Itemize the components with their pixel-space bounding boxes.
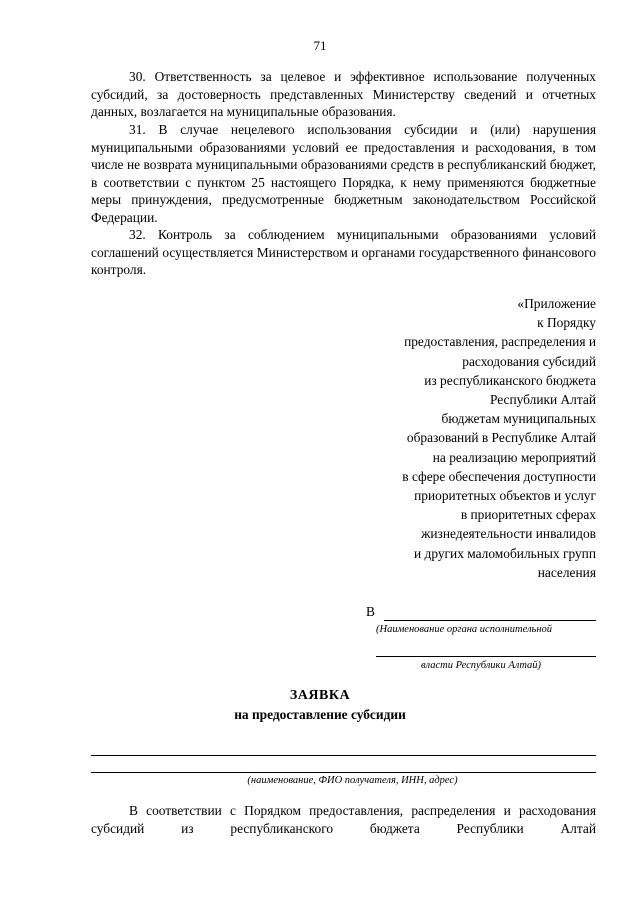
appendix-line: жизнедеятельности инвалидов: [421, 526, 596, 542]
recipient-fill-line-1: [91, 755, 596, 756]
appendix-line: бюджетам муниципальных: [441, 411, 596, 427]
paragraph-32-text: 32. Контроль за соблюдением муниципальными образованиями условий соглашений осуществляется Министерством и органами государственного финансового контроля.: [91, 227, 596, 277]
addressee-note-1: (Наименование органа исполнительной: [376, 624, 553, 635]
paragraph-31: [91, 121, 596, 226]
appendix-line: образований в Республике Алтай: [406, 430, 596, 446]
addressee-line: [366, 602, 596, 622]
addressee-prefix: В: [366, 604, 375, 619]
appendix-line: к Порядку: [537, 315, 596, 331]
paragraph-30: [91, 68, 596, 121]
appendix-line: Республики Алтай: [489, 392, 596, 408]
appendix-line: в приоритетных сферах: [460, 507, 596, 523]
appendix-line: расходования субсидий: [462, 353, 596, 369]
appendix-line: в сфере обеспечения доступности: [402, 468, 596, 484]
application-title: ЗАЯВКА: [289, 688, 351, 703]
paragraph-31-text: 31. В случае нецелевого использования субсидии и (или) нарушения муниципальными образованиями условий ее предоставления и расходования, в том числе не возврата муниципальными образованиями средств в республиканский бюджет, в соответствии с пунктом 25 настоящего Порядка, к нему применяются бюджетные меры принуждения, предусмотренные бюджетным законодательством Российской Федерации.: [91, 122, 596, 225]
appendix-line: «Приложение: [517, 296, 596, 311]
appendix-line: на реализацию мероприятий: [432, 449, 596, 465]
addressee-fill-line: [384, 620, 596, 621]
addressee-fill-line-2: [376, 656, 596, 657]
appendix-line: предоставления, распределения и: [404, 334, 596, 350]
appendix-line: из республиканского бюджета: [424, 372, 596, 388]
appendix-heading: [336, 294, 596, 582]
recipient-note: (наименование, ФИО получателя, ИНН, адрес): [247, 775, 458, 786]
appendix-line: и других маломобильных групп: [414, 545, 596, 561]
appendix-line: приоритетных объектов и услуг: [414, 488, 596, 504]
appendix-line: населения: [537, 564, 596, 580]
recipient-fill-line-2: [91, 772, 596, 773]
paragraph-32: [91, 226, 596, 279]
addressee-block: [366, 602, 596, 671]
page-number: 71: [313, 38, 327, 53]
paragraph-30-text: 30. Ответственность за целевое и эффективное использование полученных субсидий, за достоверность представленных Министерству сведений и отчетных данных, возлагается на муниципальные образования.: [91, 69, 596, 119]
final-paragraph: [91, 802, 596, 837]
application-subtitle: на предоставление субсидии: [234, 707, 406, 722]
final-paragraph-text: В соответствии с Порядком предоставления, распределения и расходования субсидий из республиканского бюджета Республики Алтай: [91, 803, 596, 836]
addressee-note-2: власти Республики Алтай): [420, 660, 542, 671]
